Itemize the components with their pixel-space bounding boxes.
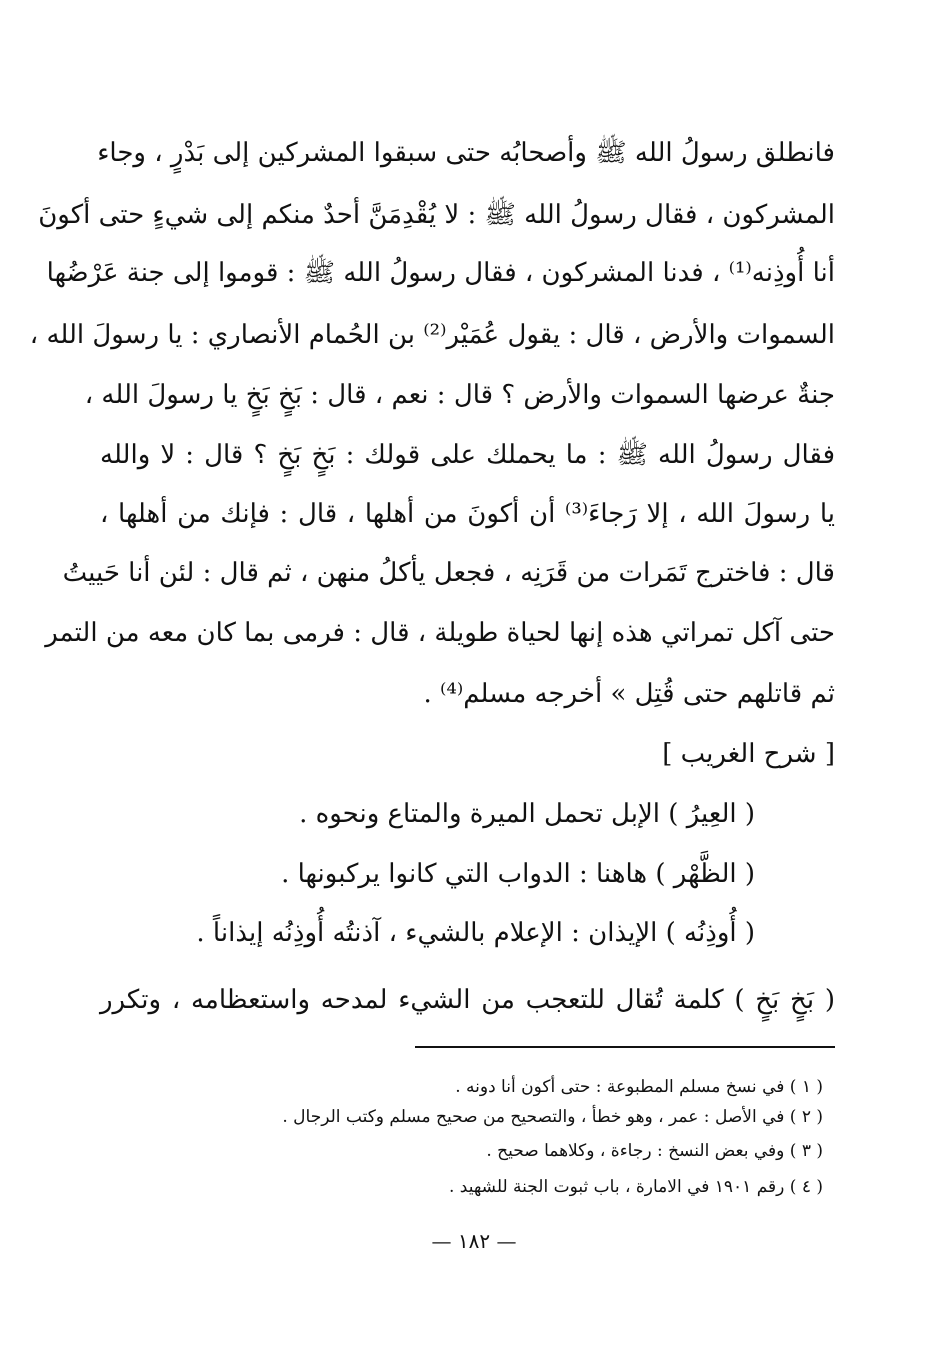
body-line-9: حتى آكل تمراتي هذه إنها لحياة طويلة ، قال : فرمى بما كان معه من التمر (45, 618, 835, 648)
body-line-6: فقال رسولُ الله ﷺ : ما يحملك على قولك : بَخٍ بَخٍ ؟ قال : لا والله (100, 440, 835, 470)
glossary-entry-4: ( بَخٍ بَخٍ ) كلمة تُقال للتعجب من الشيء لمدحه واستعظامه ، وتكرر (100, 985, 835, 1015)
body-line-1: فانطلق رسولُ الله ﷺ وأصحابُه حتى سبقوا المشركين إلى بَدْرٍ ، وجاء (97, 138, 835, 168)
body-line-8: قال : فاخترج تَمَرات من قَرَنِه ، فجعل يأكلُ منهن ، ثم قال : لئن أنا حَييتُ (62, 558, 835, 588)
footnote-3: ( ٣ ) وفي بعض النسخ : رجاءة ، وكلاهما صحيح . (486, 1141, 823, 1161)
body-line-2: المشركون ، فقال رسولُ الله ﷺ : لا يُقْدِمَنَّ أحدٌ منكم إلى شيءٍ حتى أكونَ (38, 200, 835, 230)
footnote-2: ( ٢ ) في الأصل : عمر ، وهو خطأ ، والتصحيح من صحيح مسلم وكتب الرجال . (282, 1107, 823, 1127)
document-page (29, 0, 835, 1371)
body-line-7: يا رسولَ الله ، إلا رَجاءَ⁽³⁾ أن أكونَ من أهلها ، قال : فإنك من أهلها ، (100, 499, 835, 529)
glossary-entry-1: ( العِيرُ ) الإبل تحمل الميرة والمتاع ونحوه . (299, 799, 755, 829)
page-number: — ١٨٢ — (431, 1229, 517, 1253)
footnote-4: ( ٤ ) رقم ١٩٠١ في الامارة ، باب ثبوت الجنة للشهيد . (448, 1177, 823, 1197)
glossary-entry-3: ( أُوذِنُه ) الإيذان : الإعلام بالشيء ، آذنتُه أُوذِنُه إيذاناً . (196, 918, 755, 948)
glossary-entry-2: ( الظَّهْر ) هاهنا : الدواب التي كانوا يركبونها . (281, 859, 755, 889)
body-line-3: أنا أُوذِنه⁽¹⁾ ، فدنا المشركون ، فقال رسولُ الله ﷺ : قوموا إلى جنة عَرْضُها (46, 258, 835, 288)
footnote-1: ( ١ ) في نسخ مسلم المطبوعة : حتى أكون أنا دونه . (455, 1077, 823, 1097)
body-line-4: السموات والأرض ، قال : يقول عُمَيْر⁽²⁾ بن الحُمام الأنصاري : يا رسولَ الله ، (29, 320, 835, 350)
body-line-5: جنةٌ عرضها السموات والأرض ؟ قال : نعم ، قال : بَخٍ بَخٍ يا رسولَ الله ، (84, 380, 835, 410)
footnote-separator (415, 1046, 835, 1048)
body-line-10: ثم قاتلهم حتى قُتِل » أخرجه مسلم⁽⁴⁾ . (423, 679, 835, 709)
glossary-heading: [ شرح الغريب ] (662, 739, 835, 769)
